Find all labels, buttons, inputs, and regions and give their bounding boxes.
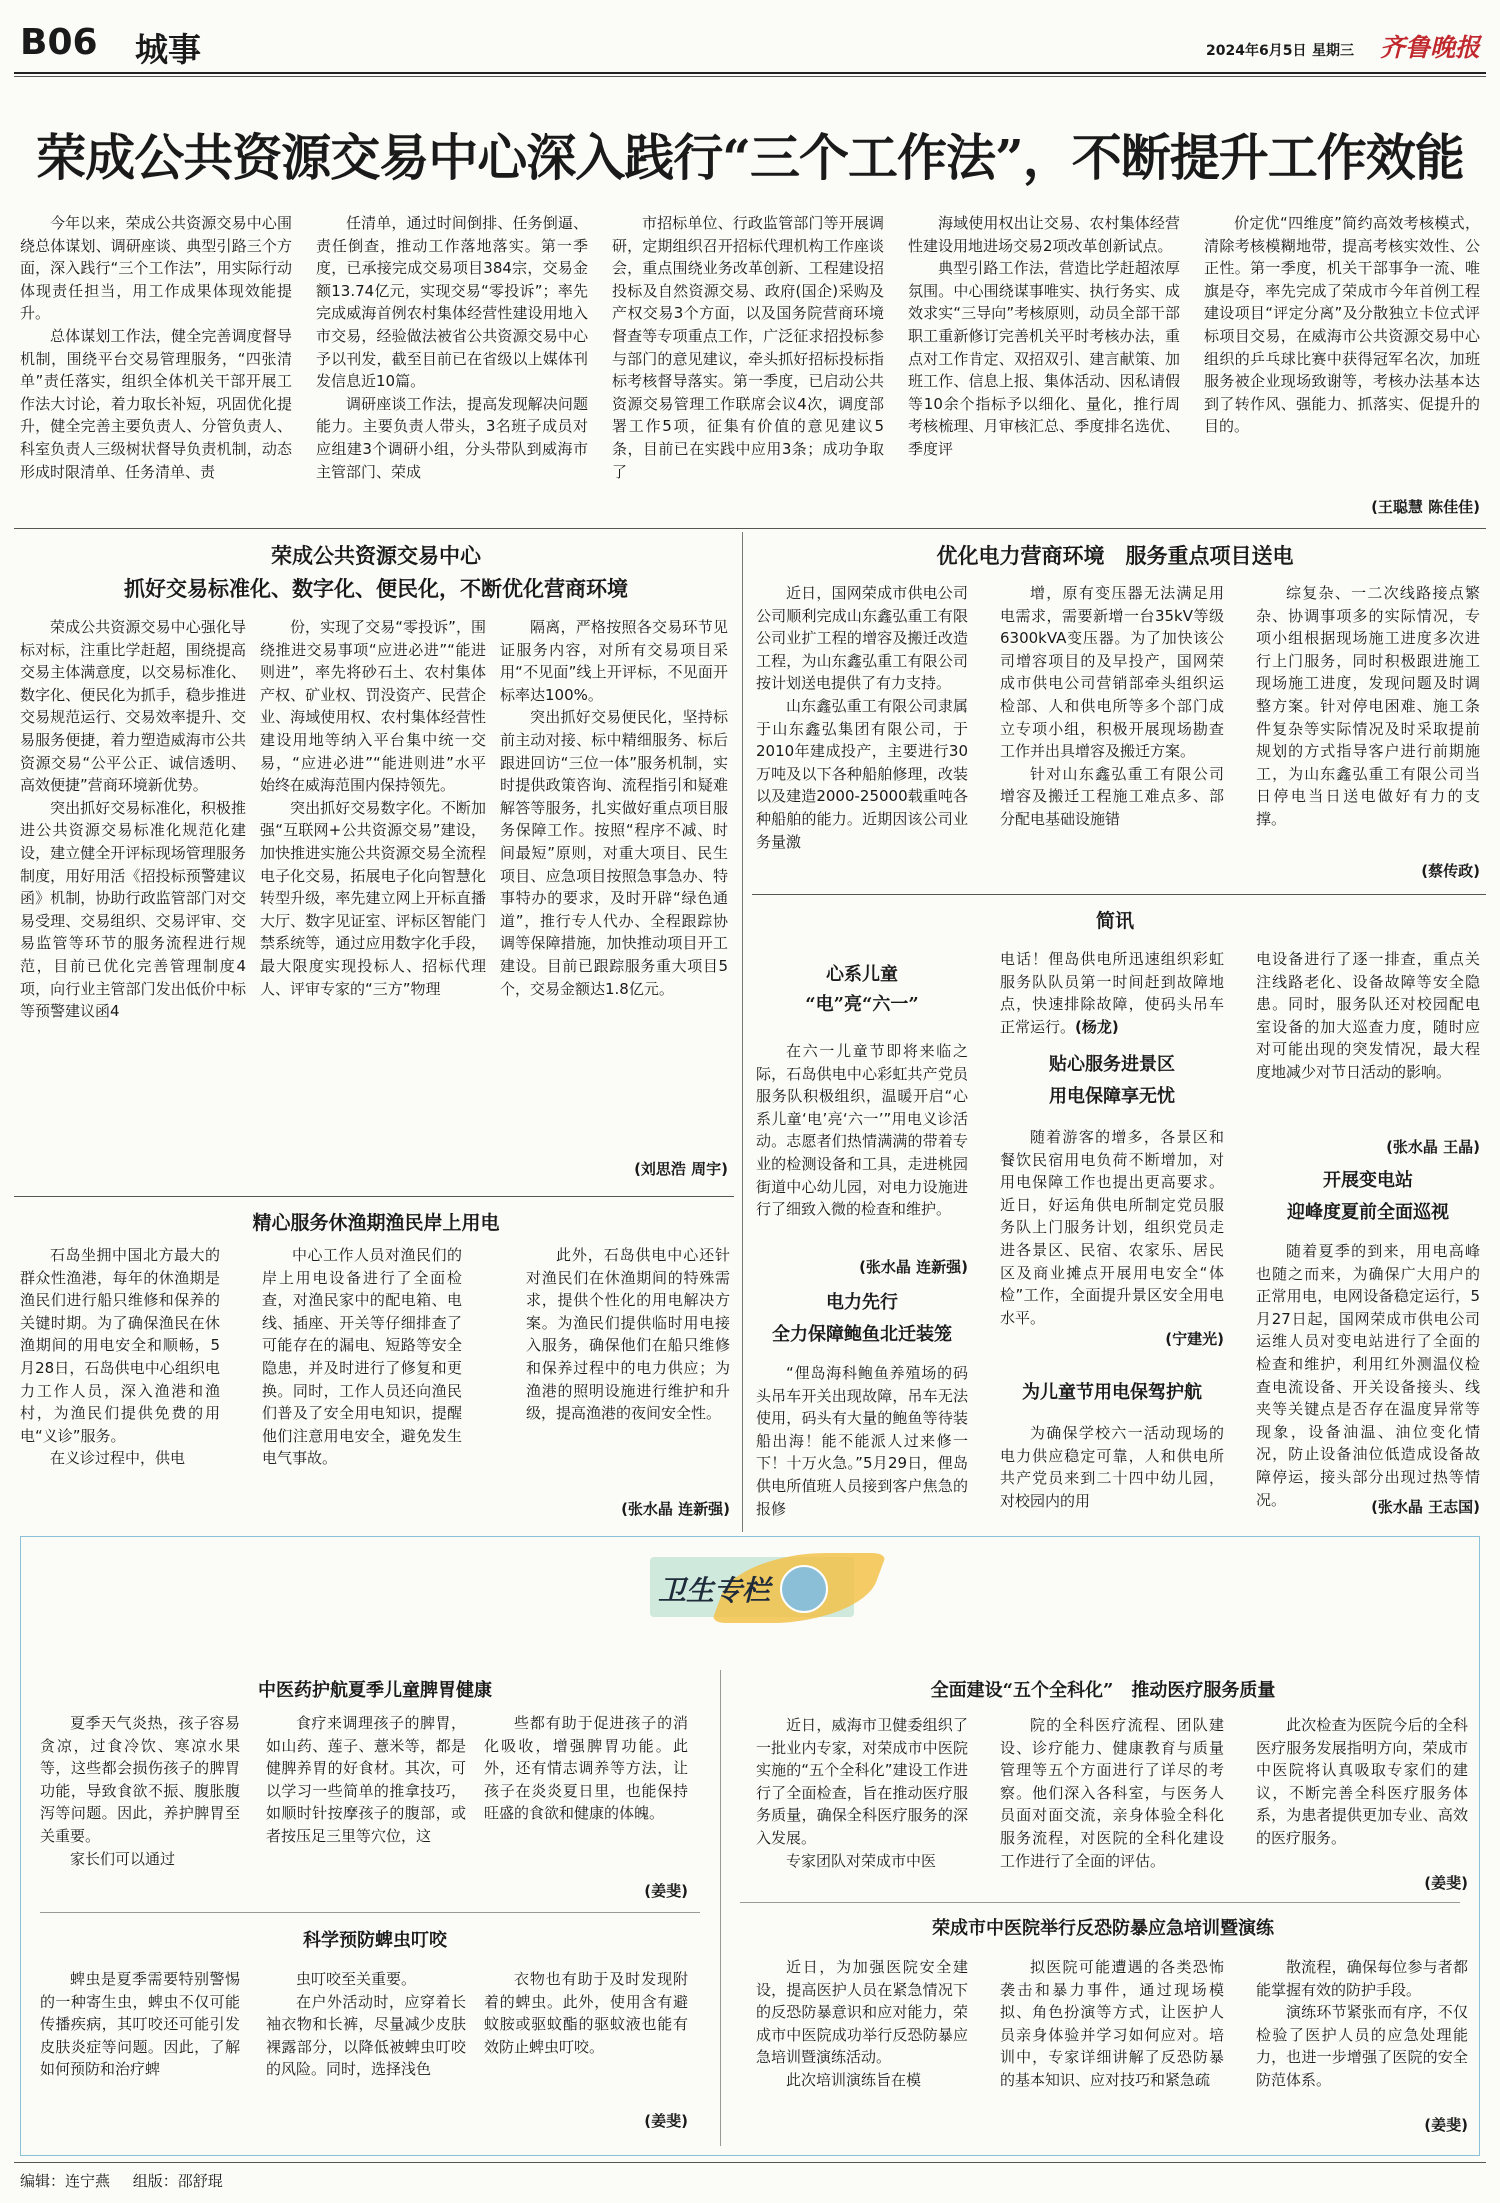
lead-column-5	[1204, 212, 1480, 498]
health-tcm-column-3	[484, 1712, 688, 1876]
brief-fish-title-2: 全力保障鲍鱼北迁装笼	[772, 1324, 952, 1345]
article-c-column-2	[1000, 582, 1224, 888]
paragraph: 衣物也有助于及时发现附着的蜱虫。此外，使用含有避蚊胺或驱蚊酯的驱蚊液也能有效防止蜱虫叮咬。	[484, 1970, 688, 2056]
paragraph: 任清单，通过时间倒排、任务倒逼、责任倒查，推动工作落地落实。第一季度，已承接完成交易项目384宗，交易金额13.74亿元，实现交易“零投诉”；率先完成威海首例农村集体经营性建设用地入市交易，经验做法被省公共资源交易中心予以刊发，截至目前已在省级以上媒体刊发信息近10篇。	[316, 214, 588, 391]
health-quality-column-2	[1000, 1714, 1224, 1894]
paragraph: 此外，石岛供电中心还针对渔民们在休渔期间的特殊需求，提供个性化的用电解决方案。为渔民们提供临时用电接入服务，确保他们在船只维修和保养过程中的电力供应；为渔港的照明设施进行维护和升级，提高渔港的夜间安全性。	[526, 1246, 730, 1423]
paragraph: 拟医院可能遭遇的各类恐怖袭击和暴力事件，通过现场模拟、角色扮演等方式，让医护人员亲身体验并学习如何应对。培训中，专家详细讲解了反恐防暴的基本知识、应对技巧和紧急疏	[1000, 1958, 1224, 2089]
health-tcm-column-2	[266, 1712, 466, 1908]
paragraph: 在户外活动时，应穿着长袖衣物和长裤，尽量减少皮肤裸露部分，以降低被蜱虫叮咬的风险。同时，选择浅色	[266, 1992, 466, 2079]
brief-scenic-byline: (宁建光)	[1165, 1330, 1224, 1348]
article-c-bottom-rule	[752, 894, 1486, 895]
article-c-title: 优化电力营商环境 服务重点项目送电	[936, 543, 1294, 568]
paragraph: “俚岛海科鲍鱼养殖场的码头吊车开关出现故障，吊车无法使用，码头有大量的鲍鱼等待装船出海！能不能派人过来修一下！十万火急。”5月29日，俚岛供电所值班人员接到客户焦急的报修	[756, 1364, 968, 1518]
paragraph: 家长们可以通过	[70, 1849, 176, 1868]
article-b-column-3	[526, 1244, 730, 1494]
paragraph: 在六一儿童节即将来临之际，石岛供电中心彩虹共产党员服务队积极组织，温暖开启“心系儿童‘电’亮‘六一’”用电义诊活动。志愿者们热情满满的带着专业的检测设备和工具，走进桃园街道中心幼儿园，对电力设施进行了细致入微的检查和维护。	[756, 1042, 968, 1219]
brief-scenic-title-2: 用电保障享无忧	[1049, 1086, 1175, 1107]
paragraph: 总体谋划工作法，健全完善调度督导机制，围绕平台交易管理服务，“四张清单”责任落实，组织全体机关干部开展工作法大讨论，着力取长补短，巩固优化提升，健全完善主要负责人、分管负责人、科室负责人三级树状督导负责机制，动态形成时限清单、任务清单、责	[20, 326, 292, 481]
paragraph: 石岛坐拥中国北方最大的群众性渔港，每年的休渔期是渔民们进行船只维修和保养的关键时期。为了确保渔民在休渔期间的用电安全和顺畅，5月28日，石岛供电中心组织电力工作人员，深入渔港和渔村，为渔民们提供免费的用电“义诊”服务。	[20, 1246, 220, 1445]
brief-fish-title-1: 电力先行	[826, 1292, 898, 1313]
health-quality-column-3	[1256, 1714, 1468, 1870]
article-b-byline: (张水晶 连新强)	[621, 1500, 730, 1518]
paragraph: 调研座谈工作法，提高发现解决问题能力。主要负责人带头，3名班子成员对应组建3个调研小组，分头带队到威海市主管部门、荣成	[316, 394, 588, 481]
paragraph: 增，原有变压器无法满足用电需求，需要新增一台35kV等级6300kVA变压器。为了加快该公司增容项目的及早投产，国网荣成市供电公司营销部牵头组织运检部、人和供电所等多个部门成立专项小组，积极开展现场勘查工作并出具增容及搬迁方案。	[1000, 584, 1224, 761]
article-c-byline: (蔡传政)	[1421, 862, 1480, 880]
paragraph: 随着夏季的到来，用电高峰也随之而来，为确保广大用户的正常用电，电网设备稳定运行，5月27日起，国网荣成市供电公司运维人员对变电站进行了全面的检查和维护，利用红外测温仪检查电流设备、开关设备接头、线夹等关键点是否存在温度异常等现象，设备油温、油位变化情况，防止设备油位低造成设备故障停运，接头部分出现过热等情况。	[1256, 1242, 1480, 1509]
footer-rule	[14, 2162, 1486, 2163]
health-quality-title: 全面建设“五个全科化” 推动医疗服务质量	[930, 1680, 1276, 1701]
health-tcm-column-1	[40, 1712, 240, 1908]
paragraph: 蜱虫是夏季需要特别警惕的一种寄生虫，蜱虫不仅可能传播疾病，其叮咬还可能引发皮肤炎症等问题。因此，了解如何预防和治疗蜱	[40, 1970, 240, 2079]
article-a-column-2	[260, 616, 486, 1182]
paragraph: 份，实现了交易“零投诉”，围绕推进交易事项“应进必进”“能进则进”，率先将砂石土、农村集体产权、矿业权、罚没资产、民营企业、海域使用权、农村集体经营性建设用地等纳入平台集中统一交易，“应进必进”“能进则进”水平始终在威海范围内保持领先。	[260, 618, 486, 795]
footer-layout: 组版：邵舒琨	[132, 2172, 223, 2190]
issue-date: 2024年6月5日	[1206, 43, 1307, 59]
lead-column-2	[316, 212, 588, 526]
paragraph: 典型引路工作法，营造比学赶超浓厚氛围。中心围绕谋事唯实、执行务实、成效求实“三导向”考核原则，动员全部干部职工重新修订完善机关平时考核办法，重点对工作肯定、双招双引、建言献策、加班工作、信息上报、集体活动、因私请假等10余个指标予以细化、量化，推行周考核梳理、月审核汇总、季度排名选优、季度评	[908, 259, 1180, 458]
brief-peak-title-1: 开展变电站	[1323, 1170, 1413, 1191]
brief-school-byline: (张水晶 王晶)	[1386, 1138, 1480, 1156]
paragraph: 此次检查为医院今后的全科医疗服务发展指明方向，荣成市中医院将认真吸取专家们的建议，不断完善全科医疗服务体系，为患者提供更加专业、高效的医疗服务。	[1256, 1716, 1468, 1847]
health-column-divider	[720, 1670, 721, 2146]
health-left-rule	[40, 1912, 700, 1913]
health-banner	[650, 1557, 854, 1617]
newspaper-logo: 齐鲁晚报	[1380, 33, 1481, 62]
paragraph: 为确保学校六一活动现场的电力供应稳定可靠，人和供电所共产党员来到二十四中幼儿园，对校园内的用	[1000, 1424, 1224, 1510]
brief-heart-title-1: 心系儿童	[826, 964, 898, 985]
paragraph: 山东鑫弘重工有限公司隶属于山东鑫弘集团有限公司，于2010年建成投产，主要进行30万吨及以下各种船舶修理，改装以及建造2000-25000载重吨各种船舶的能力。近期因该公司业务量激	[756, 696, 968, 851]
lead-column-3	[612, 212, 884, 526]
health-tick-byline: (姜斐)	[644, 2112, 688, 2130]
article-a-bottom-rule	[14, 1196, 734, 1197]
brief-peak-title-2: 迎峰度夏前全面巡视	[1287, 1202, 1449, 1223]
paragraph: 随着游客的增多，各景区和餐饮民宿用电负荷不断增加，对用电保障工作也提出更高要求。近日，好运角供电所制定党员服务队上门服务计划，组织党员走进各景区、民宿、农家乐、居民区及商业摊点开展用电安全“体检”工作，全面提升景区安全用电水平。	[1000, 1128, 1224, 1327]
health-tick-column-1	[40, 1968, 240, 2144]
issue-weekday: 星期三	[1312, 43, 1354, 59]
article-b-column-1	[20, 1244, 220, 1526]
footer-credits	[20, 2170, 241, 2191]
lead-bottom-rule	[14, 528, 1486, 529]
paragraph: 荣成公共资源交易中心强化导标对标，注重比学赶超，围绕提高交易主体满意度，以交易标准化、数字化、便民化为抓手，稳步推进交易规范运行、交易效率提升、交易服务便捷，着力塑造威海市公共资源交易“公平公正、诚信透明、高效便捷”营商环境新优势。	[20, 618, 246, 795]
brief-heart-title-2: “电”亮“六一”	[805, 994, 919, 1015]
health-drill-title: 荣成市中医院举行反恐防暴应急培训暨演练	[932, 1918, 1274, 1939]
paragraph: 散流程，确保每位参与者都能掌握有效的防护手段。	[1256, 1958, 1468, 1999]
paragraph: 食疗来调理孩子的脾胃，如山药、莲子、薏米等，都是健脾养胃的好食材。其次，可以学习一些简单的推拿技巧，如顺时针按摩孩子的腹部，或者按压足三里等穴位，这	[266, 1714, 466, 1845]
section-name: 城事	[135, 30, 201, 69]
health-tick-column-3	[484, 1968, 688, 2104]
paragraph: 海域使用权出让交易、农村集体经营性建设用地进场交易2项改革创新试点。	[908, 214, 1180, 255]
brief-school-title: 为儿童节用电保驾护航	[1022, 1382, 1202, 1403]
paragraph: 此次培训演练旨在模	[786, 2070, 922, 2089]
article-b-title: 精心服务休渔期渔民岸上用电	[252, 1212, 500, 1234]
brief-fish-continued: 电话！俚岛供电所迅速组织彩虹服务队队员第一时间赶到故障地点，快速排除故障，使码头吊车正常运行。(杨龙)	[1000, 950, 1224, 1036]
paragraph: 夏季天气炎热，孩子容易贪凉，过食冷饮、寒凉水果等，这些都会损伤孩子的脾胃功能，导致食欲不振、腹胀腹泻等问题。因此，养护脾胃至关重要。	[40, 1714, 240, 1845]
article-a-title-2: 抓好交易标准化、数字化、便民化，不断优化营商环境	[124, 576, 628, 601]
lead-headline: 荣成公共资源交易中心深入践行“三个工作法”，不断提升工作效能	[36, 128, 1464, 187]
brief-heart-body	[756, 1040, 968, 1258]
paragraph: 突出抓好交易标准化，积极推进公共资源交易标准化规范化建设，建立健全开评标现场管理服务制度，用好用活《招投标预警建议函》机制，协助行政监管部门对交易受理、交易组织、交易评审、交易监管等环节的服务流程进行规范，目前已优化完善管理制度4项，向行业主管部门发出低价中标等预警建议函4	[20, 798, 246, 1021]
paragraph: 市招标单位、行政监管部门等开展调研，定期组织召开招标代理机构工作座谈会，重点围绕业务改革创新、工程建设招投标及自然资源交易、政府(国企)采购及产权交易3个方面，以及国务院营商环境督查等专项重点工作，广泛征求招投标参与部门的意见建议，牵头抓好招标投标指标考核督导落实。第一季度，已启动公共资源交易管理工作联席会议4次，调度部署工作5项，征集有价值的意见建议5条，目前已在实践中应用3条；成功争取了	[612, 214, 884, 481]
paragraph: 些都有助于促进孩子的消化吸收，增强脾胃功能。此外，还有情志调养等方法，让孩子在炎炎夏日里，也能保持旺盛的食欲和健康的体魄。	[484, 1714, 688, 1823]
footer-editor: 编辑：连宁燕	[20, 2172, 111, 2190]
brief-scenic-title-1: 贴心服务进景区	[1049, 1054, 1175, 1075]
paragraph: 中心工作人员对渔民们的岸上用电设备进行了全面检查，对渔民家中的配电箱、电线、插座、开关等仔细排查了可能存在的漏电、短路等安全隐患，并及时进行了修复和更换。同时，工作人员还向渔民们普及了安全用电知识，提醒他们注意用电安全，避免发生电气事故。	[262, 1246, 462, 1468]
paragraph: 虫叮咬至关重要。	[296, 1970, 417, 1988]
paragraph: 近日，国网荣成市供电公司公司顺利完成山东鑫弘重工有限公司业扩工程的增容及搬迁改造工程，为山东鑫弘重工有限公司按计划送电提供了有力支持。	[756, 584, 968, 693]
article-c-column-3	[1256, 582, 1480, 858]
brief-scenic-body	[1000, 1126, 1224, 1330]
health-tick-column-2	[266, 1968, 466, 2144]
health-quality-byline: (姜斐)	[1424, 1874, 1468, 1892]
health-banner-text: 卫生专栏	[658, 1574, 771, 1607]
paragraph: 近日，威海市卫健委组织了一批业内专家，对荣成市中医院实施的“五个全科化”建设工作进行了全面检查，旨在推动医疗服务质量，确保全科医疗服务的深入发展。	[756, 1716, 968, 1847]
paragraph: 突出抓好交易便民化，坚持标前主动对接、标中精细服务、标后跟进回访“三位一体”服务机制，实时提供政策咨询、流程指引和疑难解答等服务，扎实做好重点项目服务保障工作。按照“程序不减、时间最短”原则，对重大项目、民生项目、应急项目按照急事急办、特事特办的要求，及时开辟“绿色通道”，推行专人代办、全程跟踪协调等保障措施，加快推动项目开工建设。目前已跟踪服务重大项目5个，交易金额达1.8亿元。	[500, 708, 728, 998]
health-drill-column-3	[1256, 1956, 1468, 2112]
health-tick-title: 科学预防蜱虫叮咬	[303, 1930, 447, 1951]
health-right-rule	[740, 1902, 1460, 1903]
article-a-column-1	[20, 616, 246, 1182]
paragraph: 综复杂、一二次线路接点繁杂、协调事项多的实际情况，专项小组根据现场施工进度多次进行上门服务，同时积极跟进施工现场施工进度，发现问题及时调整方案。针对停电困难、施工条件复杂等实际情况及时采取提前规划的方式指导客户进行前期施工，为山东鑫弘重工有限公司当日停电当日送电做好有力的支撑。	[1256, 584, 1480, 828]
paragraph: 今年以来，荣成公共资源交易中心围绕总体谋划、调研座谈、典型引路三个方面，深入践行“三个工作法”，用实际行动体现责任担当，用工作成果体现效能提升。	[20, 214, 292, 323]
paragraph: 针对山东鑫弘重工有限公司增容及搬迁工程施工难点多、部分配电基础设施错	[1000, 764, 1224, 828]
lead-column-4	[908, 212, 1180, 526]
brief-school-continued: 电设备进行了逐一排查，重点关注线路老化、设备故障等安全隐患。同时，服务队还对校园配电室设备的加大巡查力度，随时应对可能出现的突发情况，最大程度地减少对节日活动的影响。	[1256, 950, 1480, 1081]
health-tcm-title: 中医药护航夏季儿童脾胃健康	[258, 1680, 492, 1701]
article-a-byline: (刘思浩 周宇)	[634, 1160, 728, 1178]
article-a-column-3	[500, 616, 728, 1156]
article-c-column-1	[756, 582, 968, 888]
brief-fish-byline: (杨龙)	[1075, 1017, 1119, 1036]
article-a-title-1: 荣成公共资源交易中心	[271, 543, 481, 568]
health-tcm-byline: (姜斐)	[644, 1882, 688, 1900]
banner-globe-icon	[780, 1565, 828, 1613]
health-drill-byline: (姜斐)	[1424, 2116, 1468, 2134]
brief-school-body	[1000, 1422, 1224, 1526]
brief-fish-body	[756, 1362, 968, 1526]
health-drill-column-2	[1000, 1956, 1224, 2136]
brief-title: 简讯	[1095, 910, 1134, 932]
header-rule-thin	[14, 76, 1486, 77]
paragraph: 在义诊过程中，供电	[50, 1449, 186, 1468]
article-b-column-2	[262, 1244, 462, 1526]
paragraph: 近日，为加强医院安全建设，提高医护人员在紧急情况下的反恐防暴意识和应对能力，荣成市中医院成功举行反恐防暴应急培训暨演练活动。	[756, 1958, 968, 2067]
brief-peak-byline: (张水晶 王志国)	[1371, 1498, 1480, 1516]
page-number: B06	[20, 22, 98, 63]
header-rule	[14, 72, 1486, 74]
health-drill-column-1	[756, 1956, 968, 2136]
brief-heart-byline: (张水晶 连新强)	[859, 1258, 968, 1276]
paragraph: 院的全科医疗流程、团队建设、诊疗能力、健康教育与质量管理等五个方面进行了详尽的考察。他们深入各科室，与医务人员面对面交流，亲身体验全科化服务流程，对医院的全科化建设工作进行了全面的评估。	[1000, 1716, 1224, 1870]
health-quality-column-1	[756, 1714, 968, 1894]
paragraph: 突出抓好交易数字化。不断加强“互联网+公共资源交易”建设，加快推进实施公共资源交易全流程电子化交易，拓展电子化向智慧化转型升级，率先建立网上开标直播大厅、数字见证室、评标区智能门禁系统等，通过应用数字化手段，最大限度实现投标人、招标代理人、评审专家的“三方”物理	[260, 798, 486, 998]
paragraph: 专家团队对荣成市中医	[786, 1851, 937, 1870]
paragraph: 隔离，严格按照各交易环节见证服务内容，对所有交易项目采用“不见面”线上开评标，不见面开标率达100%。	[500, 618, 728, 704]
column-divider	[742, 532, 743, 1532]
lead-byline: (王聪慧 陈佳佳)	[1371, 498, 1480, 516]
lead-column-1	[20, 212, 292, 526]
paragraph: 价定优“四维度”简约高效考核模式，清除考核模糊地带，提高考核实效性、公正性。第一季度，机关干部事争一流、唯旗是夺，率先完成了荣成市今年首例工程建设项目“评定分离”及分散独立卡位式评标项目交易，在威海市公共资源交易中心组织的乒乓球比赛中获得冠军名次，加班服务被企业现场致谢等，考核办法基本达到了转作风、强能力、抓落实、促提升的目的。	[1204, 214, 1480, 436]
paragraph: 演练环节紧张而有序，不仅检验了医护人员的应急处理能力，也进一步增强了医院的安全防范体系。	[1256, 2003, 1468, 2089]
